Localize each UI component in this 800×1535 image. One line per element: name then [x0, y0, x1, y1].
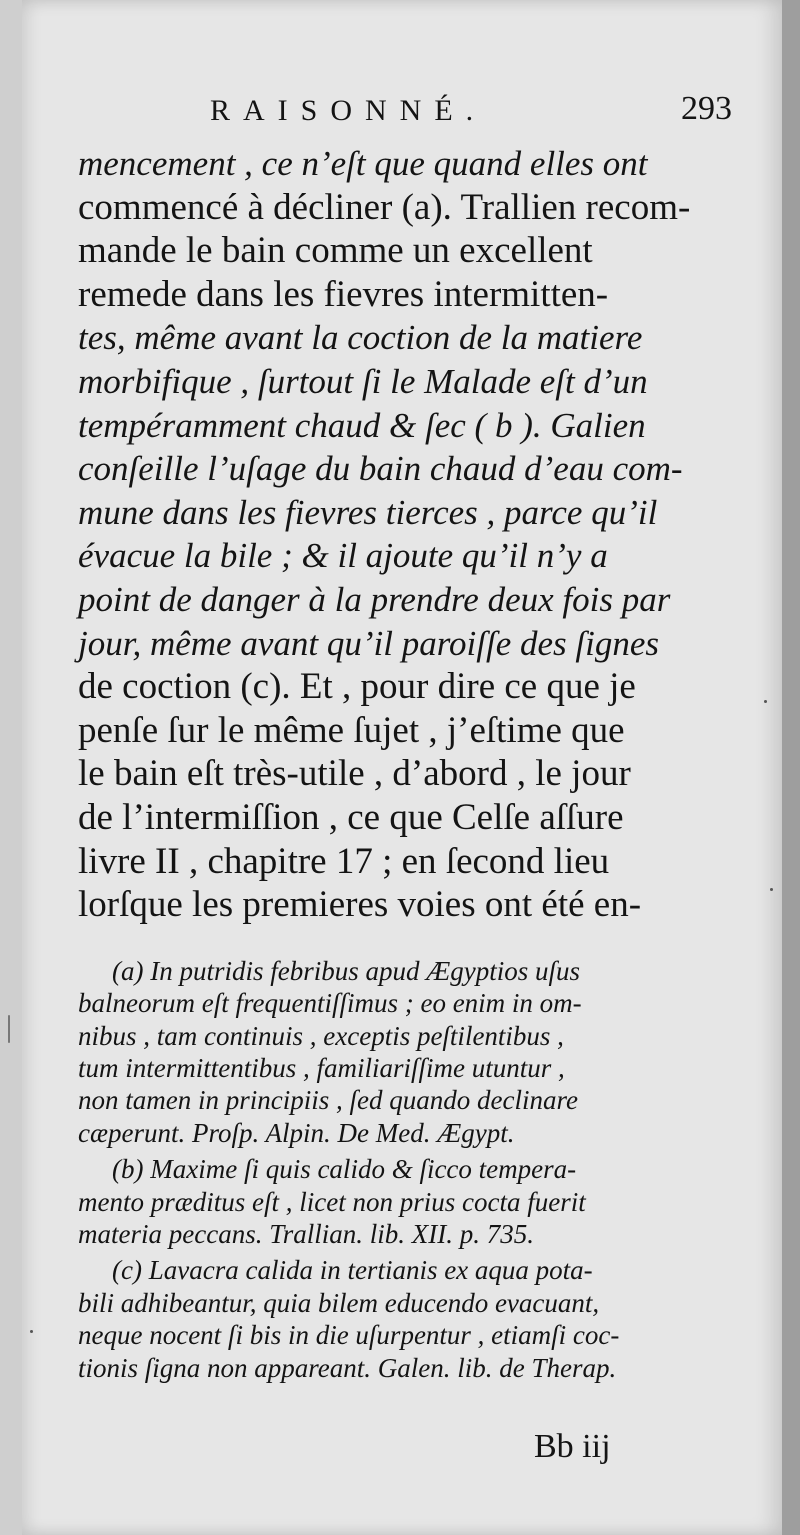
- footnote-line: mento præditus eſt , licet non prius cocta fuerit: [78, 1186, 586, 1217]
- footnote-a: [78, 955, 738, 1149]
- body-line: de l’intermiſſion , ce que Celſe aſſure: [78, 796, 624, 838]
- body-line: jour, même avant qu’il paroiſſe des ſignes: [78, 623, 659, 663]
- footnote-line: nibus , tam continuis , exceptis peſtilentibus ,: [78, 1020, 564, 1051]
- body-line: le bain eſt très-utile , d’abord , le jour: [78, 753, 631, 795]
- page-left-margin: [0, 0, 22, 1535]
- running-title: RAISONNÉ.: [210, 94, 487, 127]
- page-number: 293: [681, 90, 732, 127]
- body-line: mande le bain comme un excellent: [78, 230, 593, 272]
- body-line: évacue la bile ; & il ajoute qu’il n’y a: [78, 536, 608, 576]
- footnote-line: tum intermittentibus , familiariſſime utuntur ,: [78, 1052, 565, 1083]
- footnote-line: non tamen in principiis , ſed quando declinare: [78, 1085, 578, 1116]
- body-line: remede dans les fievres intermitten-: [78, 273, 609, 315]
- footnote-line: (c) Lavacra calida in tertianis ex aqua pota-: [112, 1255, 593, 1286]
- footnote-line: neque nocent ſi bis in die uſurpentur , etiamſi coc-: [78, 1320, 620, 1351]
- page-right-edge: [782, 0, 800, 1535]
- body-line: conſeille l’uſage du bain chaud d’eau com-: [78, 449, 683, 489]
- page-text: [78, 90, 738, 1384]
- footnote-c: [78, 1254, 738, 1384]
- footnote-line: (b) Maxime ſi quis calido & ſicco tempera-: [112, 1154, 577, 1185]
- paper-speck: [770, 888, 773, 891]
- body-line: commencé à décliner (a). Trallien recom-: [78, 186, 691, 228]
- footnote-b: [78, 1153, 738, 1250]
- footnotes: [78, 955, 738, 1384]
- paper-speck: [764, 700, 767, 703]
- footnote-line: materia peccans. Trallian. lib. XII. p. 735.: [78, 1218, 534, 1249]
- paper-speck: [30, 1330, 33, 1333]
- footnote-line: (a) In putridis febribus apud Ægyptios uſus: [112, 955, 581, 986]
- body-line: mune dans les fievres tierces , parce qu’il: [78, 492, 658, 532]
- body-line: lorſque les premieres voies ont été en-: [78, 884, 642, 926]
- signature-mark: Bb iij: [534, 1428, 611, 1465]
- footnote-line: bili adhibeantur, quia bilem educendo evacuant,: [78, 1287, 600, 1318]
- body-line: tempéramment chaud & ſec ( b ). Galien: [78, 405, 646, 445]
- running-head: [78, 90, 738, 142]
- footnote-line: tionis ſigna non appareant. Galen. lib. de Therap.: [78, 1352, 617, 1383]
- footnote-line: cæperunt. Proſp. Alpin. De Med. Ægypt.: [78, 1117, 515, 1148]
- body-line: penſe ſur le même ſujet , j’eſtime que: [78, 709, 625, 751]
- footnote-line: balneorum eſt frequentiſſimus ; eo enim in om-: [78, 988, 582, 1019]
- body-line: morbifique , ſurtout ſi le Malade eſt d’un: [78, 361, 648, 401]
- body-line: tes, même avant la coction de la matiere: [78, 318, 643, 358]
- margin-mark: [8, 1015, 10, 1043]
- body-line: livre II , chapitre 17 ; en ſecond lieu: [78, 840, 610, 882]
- body-line: de coction (c). Et , pour dire ce que je: [78, 666, 636, 708]
- body-line: mencement , ce n’eſt que quand elles ont: [78, 144, 648, 183]
- body-text: [78, 142, 738, 927]
- body-line: point de danger à la prendre deux fois par: [78, 579, 671, 619]
